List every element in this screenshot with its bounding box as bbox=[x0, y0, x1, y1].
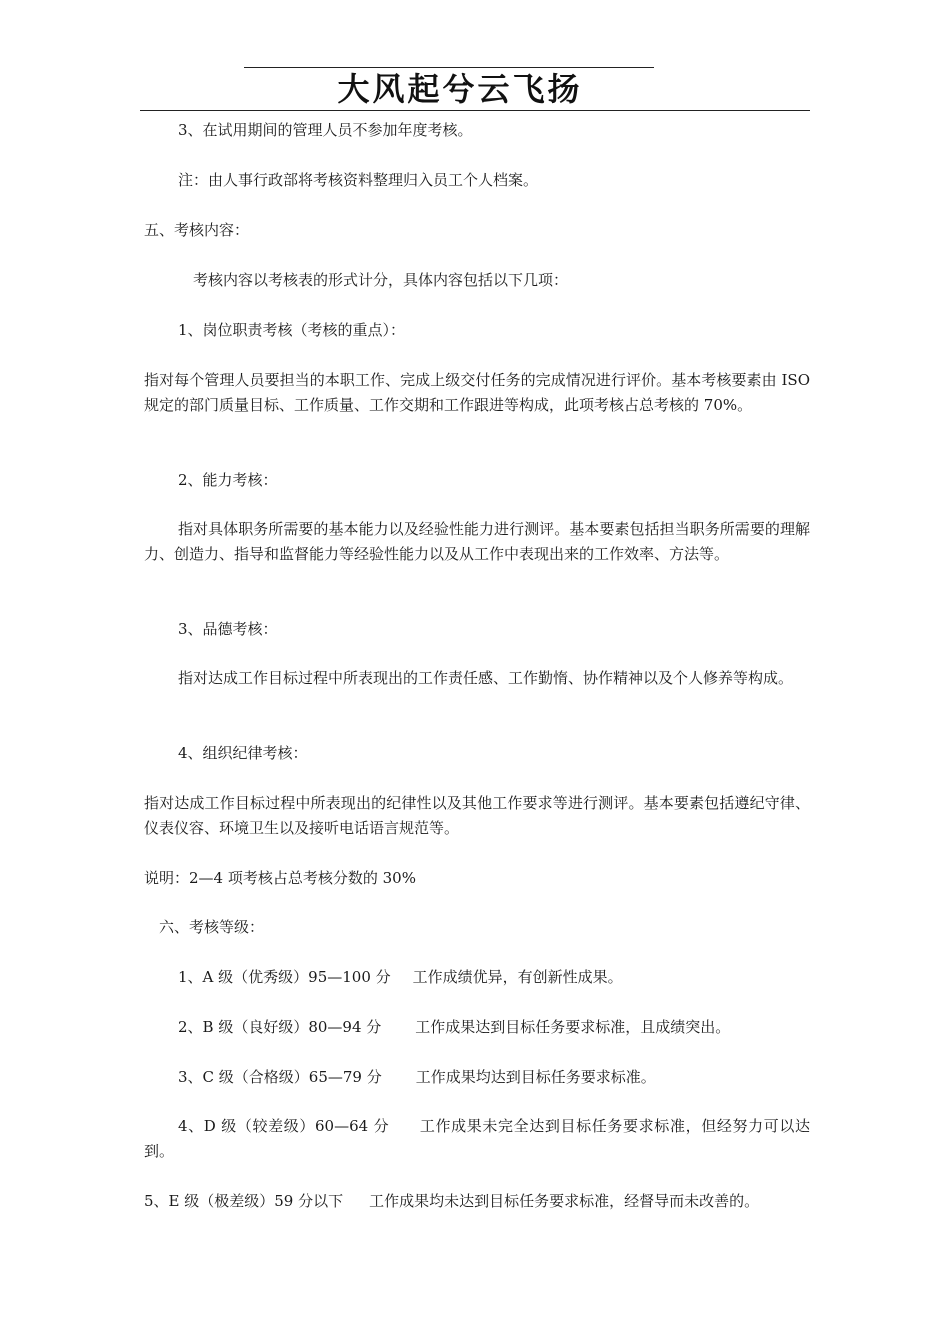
subheading-ethics-assessment: 3、品德考核： bbox=[178, 620, 278, 638]
section-heading-content: 五、考核内容： bbox=[144, 221, 250, 239]
grade-level: 1、A 级（优秀级）95—100 分 bbox=[178, 968, 391, 986]
paragraph-ability-assessment: 指对具体职务所需要的基本能力以及经验性能力进行测评。基本要素包括担当职务所需要的理解力、创造力、指导和监督能力等经验性能力以及从工作中表现出来的工作效率、方法等。 bbox=[144, 520, 810, 563]
header-rule-bottom bbox=[140, 110, 810, 111]
grade-description: 工作成果达到目标任务要求标准，且成绩突出。 bbox=[415, 1018, 731, 1036]
grade-row bbox=[144, 1065, 810, 1090]
grade-row bbox=[144, 1189, 810, 1214]
paragraph-ethics-assessment: 指对达成工作目标过程中所表现出的工作责任感、工作勤惰、协作精神以及个人修养等构成。 bbox=[178, 669, 794, 687]
header-banner: 大风起兮云飞扬 bbox=[337, 70, 583, 108]
subheading-discipline-assessment: 4、组织纪律考核： bbox=[178, 744, 308, 762]
grade-description: 工作成果未完全达到目标任务要求标准，但经努力可以达到。 bbox=[144, 1117, 810, 1160]
paragraph-discipline-assessment: 指对达成工作目标过程中所表现出的纪律性以及其他工作要求等进行测评。基本要素包括遵纪守律、仪表仪容、环境卫生以及接听电话语言规范等。 bbox=[144, 794, 810, 837]
grade-level: 5、E 级（极差级）59 分以下 bbox=[144, 1192, 344, 1210]
paragraph-duty-assessment: 指对每个管理人员要担当的本职工作、完成上级交付任务的完成情况进行评价。基本考核要素由 ISO 规定的部门质量目标、工作质量、工作交期和工作跟进等构成，此项考核占总考核的 70%。 bbox=[144, 371, 810, 414]
grade-row bbox=[144, 1015, 810, 1040]
section-heading-grades: 六、考核等级： bbox=[159, 918, 265, 936]
grade-level: 3、C 级（合格级）65—79 分 bbox=[178, 1068, 382, 1086]
paragraph-content-intro: 考核内容以考核表的形式计分，具体内容包括以下几项： bbox=[193, 271, 569, 289]
grade-description: 工作成果均达到目标任务要求标准。 bbox=[415, 1068, 656, 1086]
grade-description: 工作成果均未达到目标任务要求标准，经督导而未改善的。 bbox=[369, 1192, 760, 1210]
paragraph-weight-note: 说明：2—4 项考核占总考核分数的 30% bbox=[144, 869, 416, 887]
paragraph-archive-note: 注：由人事行政部将考核资料整理归入员工个人档案。 bbox=[178, 171, 539, 189]
paragraph-probation-note: 3、在试用期间的管理人员不参加年度考核。 bbox=[178, 121, 473, 139]
subheading-ability-assessment: 2、能力考核： bbox=[178, 471, 278, 489]
grade-level: 4、D 级（较差级）60—64 分 bbox=[178, 1117, 390, 1135]
grade-row bbox=[144, 1114, 810, 1164]
grade-row bbox=[144, 965, 810, 990]
subheading-duty-assessment: 1、岗位职责考核（考核的重点）： bbox=[178, 321, 406, 339]
grade-level: 2、B 级（良好级）80—94 分 bbox=[178, 1018, 382, 1036]
grade-description: 工作成绩优异，有创新性成果。 bbox=[412, 968, 623, 986]
